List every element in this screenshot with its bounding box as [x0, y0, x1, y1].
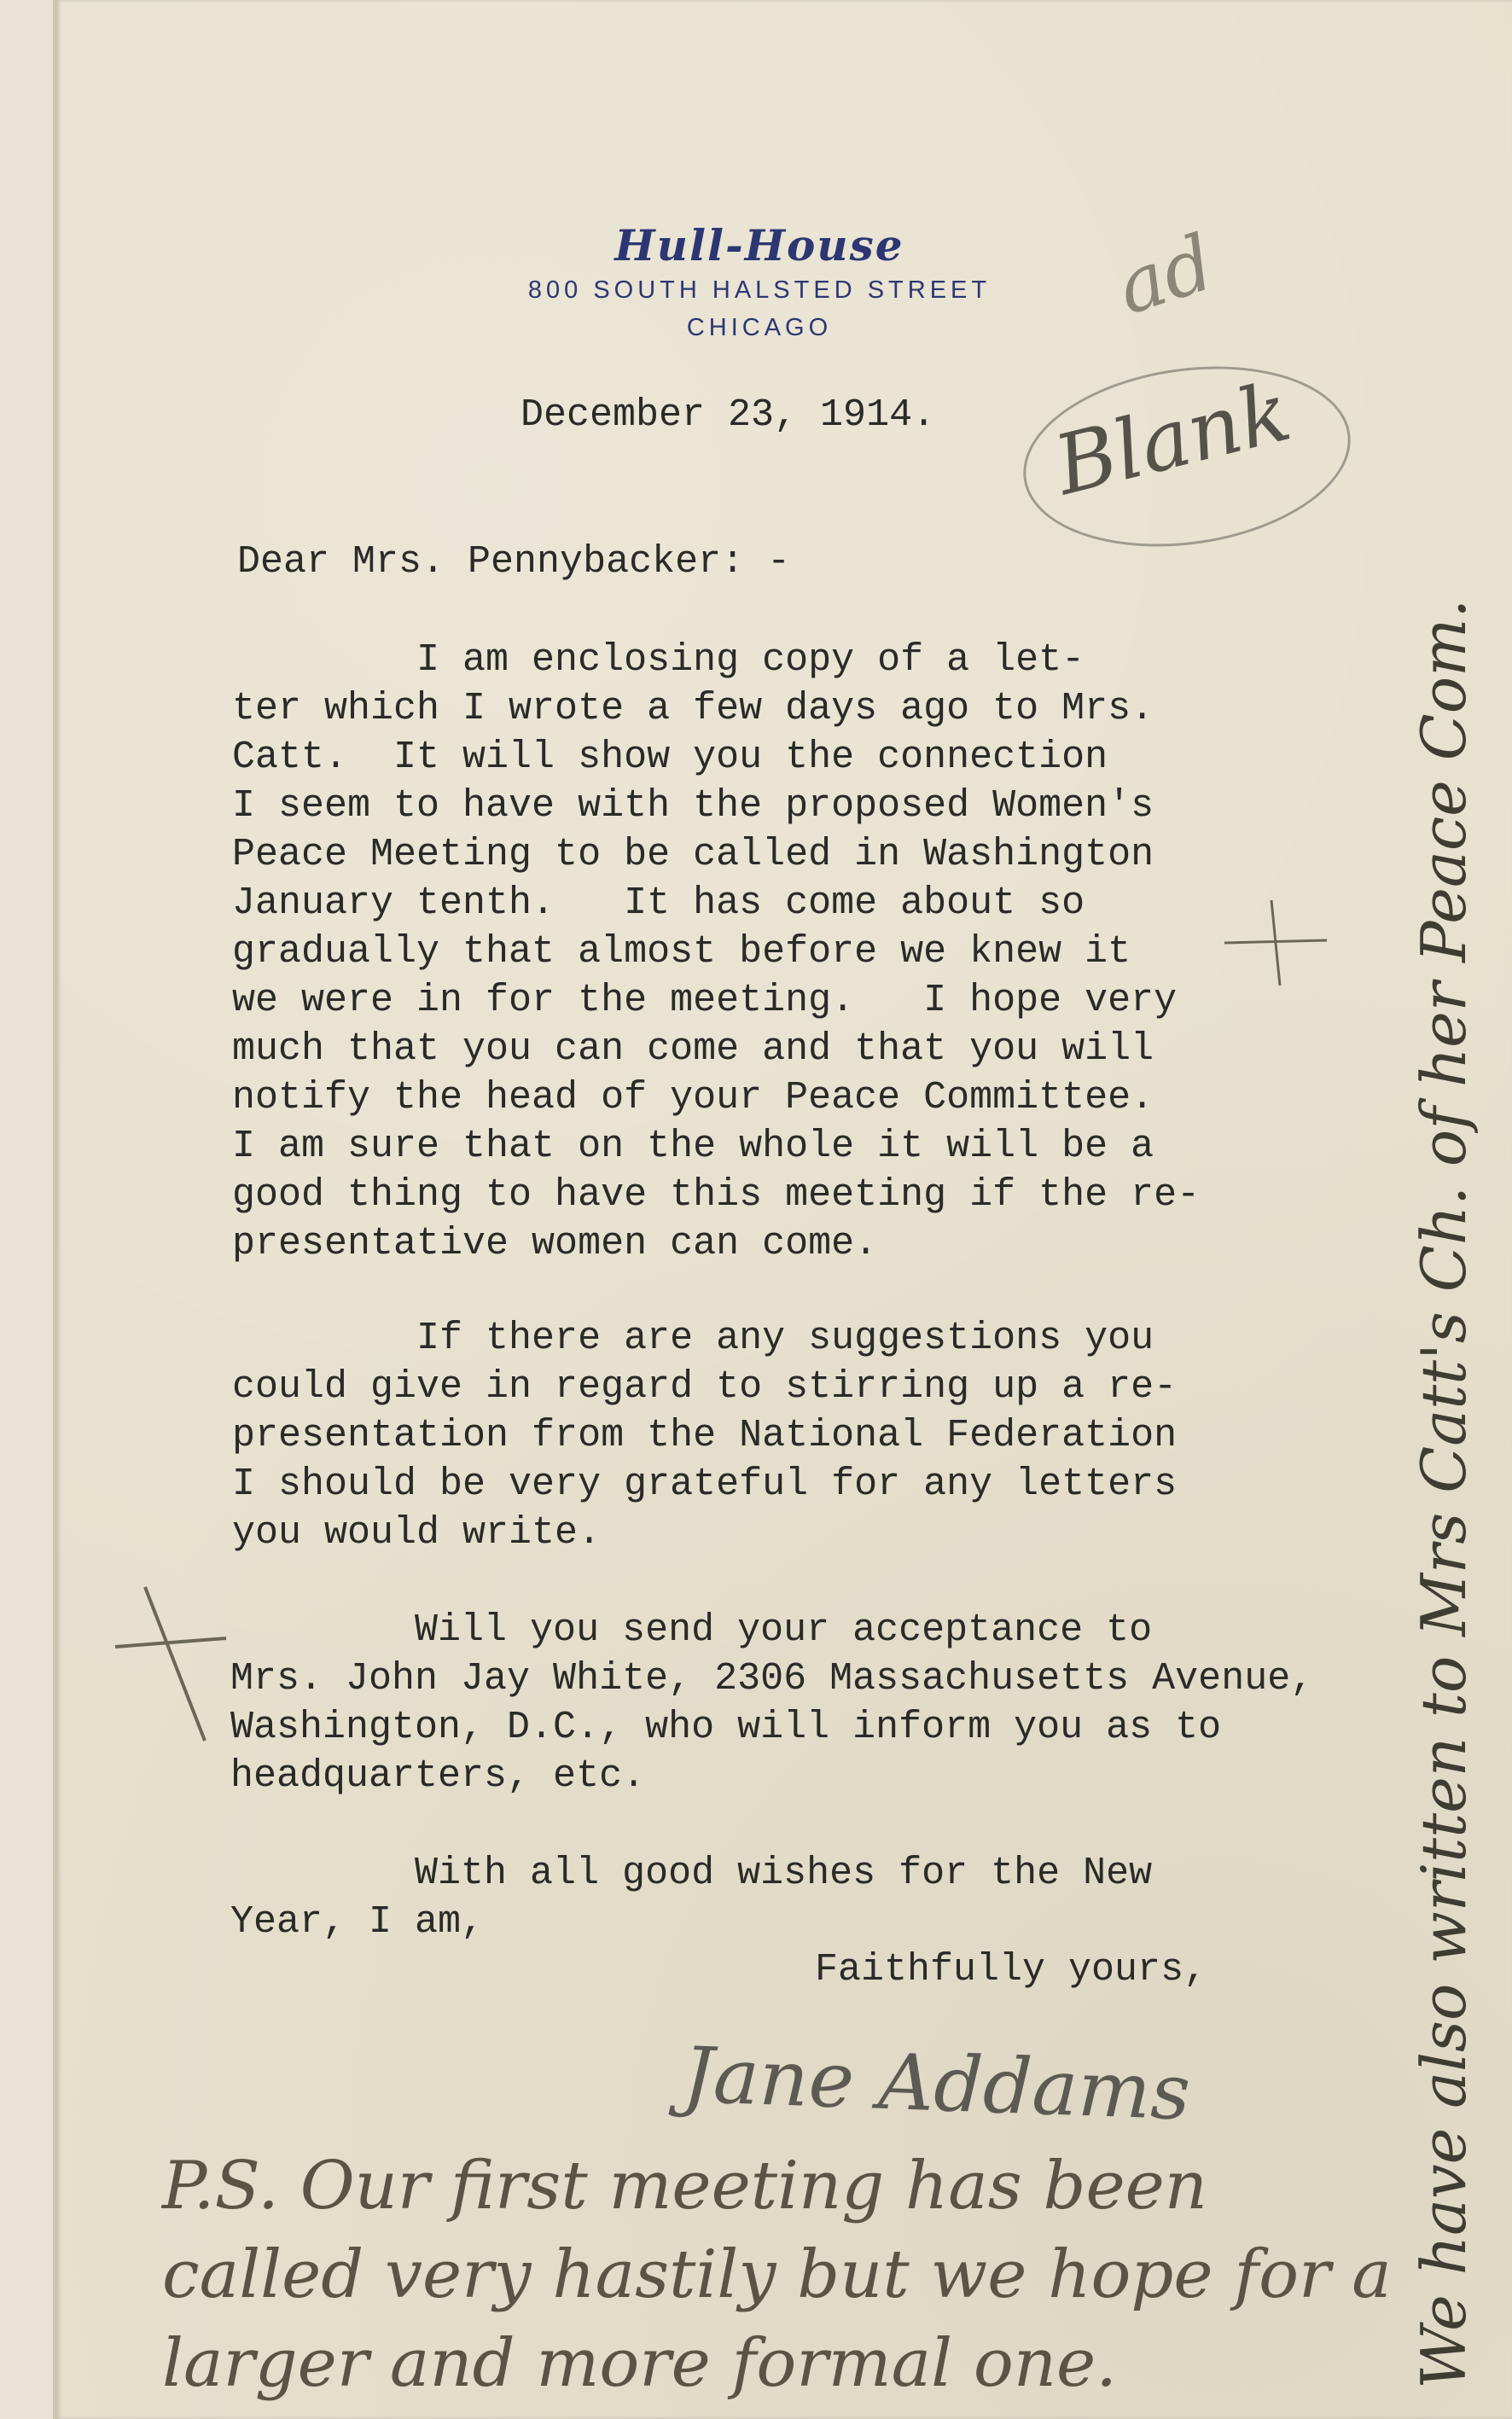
letter-paragraph-2: If there are any suggestions you could give in regard to stirring up a re- presentation from the National Federation I should be very grateful for any letters you would write.	[232, 1317, 1178, 1555]
margin-note-area	[1399, 546, 1510, 2406]
letterhead-name: Hull-House	[614, 220, 904, 270]
letter-closing: Faithfully yours,	[815, 1948, 1207, 1992]
handwritten-plus-mark	[1220, 896, 1331, 990]
letter-paragraph-1: I am enclosing copy of a let- ter which I wrote a few days ago to Mrs. Catt. It will show you the connection I seem to have with the proposed Women's Peace Meeting to be called in Washington January tenth. It has come about so gradually that almost before we knew it we were in for the meeting. I hope very much that you can come and that you will notify the head of your Peace Committee. I am sure that on the whole it will be a good thing to have this meeting if the re- presentative women can come.	[232, 638, 1201, 1265]
letter-paragraph-4: With all good wishes for the New Year, I am,	[230, 1852, 1153, 1944]
adjacent-page-edge	[0, 0, 53, 2419]
letter-paragraph-3: Will you send your acceptance to Mrs. John Jay White, 2306 Massachusetts Avenue, Washington, D.C., who will inform you as to headquarters, etc.	[230, 1608, 1314, 1798]
handwritten-margin-note: We have also written to Mrs Catt's Ch. of her Peace Com.	[1408, 598, 1480, 2389]
handwritten-blank-note: Blank	[1045, 363, 1300, 515]
letterhead-address: 800 SOUTH HALSTED STREET	[527, 276, 992, 304]
letterhead-city: CHICAGO	[686, 314, 833, 341]
letter-salutation: Dear Mrs. Pennybacker: -	[237, 540, 791, 584]
handwritten-signature: Jane Addams	[681, 2030, 1192, 2138]
letterhead	[427, 220, 1092, 346]
letter-date: December 23, 1914.	[520, 393, 936, 437]
handwritten-cross-mark	[111, 1579, 230, 1749]
handwritten-postscript: P.S. Our first meeting has been called very hastily but we hope for a larger and more formal one.	[162, 2148, 1392, 2402]
handwritten-top-note: ad	[1106, 218, 1224, 333]
